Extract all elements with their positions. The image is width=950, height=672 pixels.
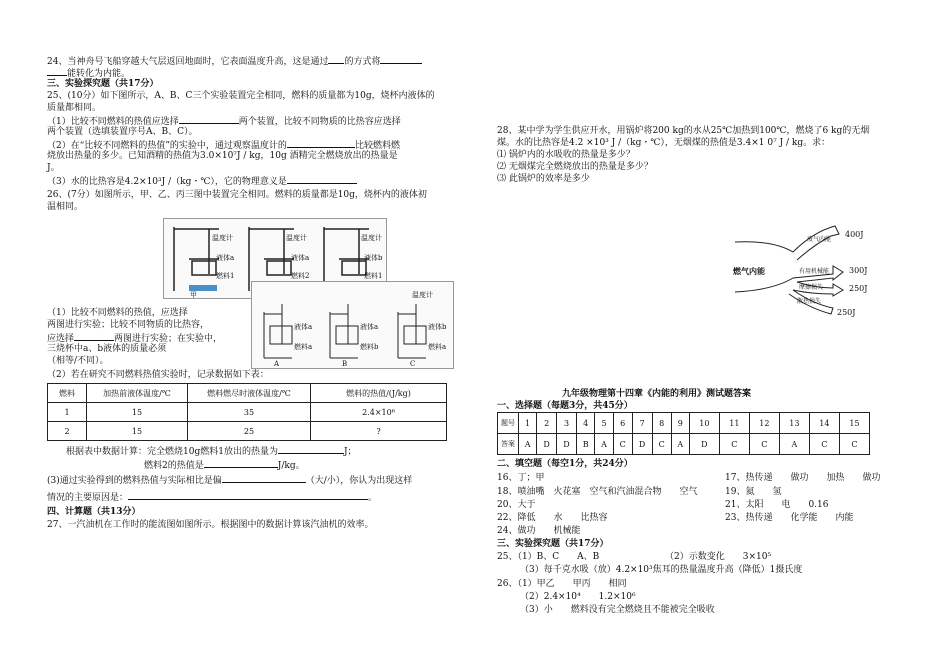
fig2-label: 温度计 bbox=[412, 291, 433, 299]
section3-heading: 三、实验探究题（共17分） bbox=[47, 79, 159, 89]
fig1-label: 燃料1 bbox=[216, 272, 235, 280]
answer-letter: A bbox=[671, 434, 689, 455]
q26-line9: (3)通过实验得到的燃料热值与实际相比是偏 （大/小），你认为出现这样 bbox=[47, 473, 412, 487]
answer-section1: 一、选择题（每题3分，共45分） bbox=[497, 401, 633, 411]
fig2-label: 燃料b bbox=[360, 343, 379, 351]
q26-calc-line1: 根据表中数据计算：完全燃烧10g燃料1放出的热量为 J； bbox=[66, 444, 357, 458]
answer-number: 12 bbox=[749, 413, 779, 434]
answer-number: 7 bbox=[632, 413, 652, 434]
exp-answer: （2）2.4×10⁴ 1.2×10⁶ bbox=[520, 592, 636, 602]
q26-line7: （相等/不同）。 bbox=[47, 356, 109, 366]
table-cell: 15 bbox=[87, 403, 188, 422]
answer-letter: D bbox=[632, 434, 652, 455]
q25-line2: 质量都相同。 bbox=[47, 103, 102, 113]
q28-line5: ⑶ 此锅炉的效率是多少 bbox=[497, 174, 590, 184]
q26-calc-line2: 燃料2的热值是 J/kg。 bbox=[144, 458, 305, 472]
q25-line7: J。 bbox=[47, 163, 60, 173]
answer-letter: C bbox=[719, 434, 749, 455]
fig2-caption: C bbox=[410, 360, 416, 368]
energy-value: 300J bbox=[849, 266, 868, 275]
fig2-label: 液体a bbox=[294, 323, 313, 331]
q26-line3: （1）比较不同燃料的热值，应选择 bbox=[47, 308, 188, 318]
q26-line6: 三烧杯中a、b液体的质量必须 bbox=[47, 344, 167, 354]
energy-source-label: 燃气内能 bbox=[733, 266, 765, 276]
fill-answer: 23、热传递 化学能 内能 bbox=[725, 513, 854, 523]
fill-answer: 24、做功 机械能 bbox=[497, 526, 581, 536]
q28-line2: 煤。水的比热容是4.2 ×10³ J /（kg・℃），无烟煤的热值是3.4×1 0⁷ J / kg。求： bbox=[497, 138, 831, 148]
answer-section2: 二、填空题（每空1分，共24分） bbox=[497, 459, 633, 469]
energy-arrow-label: 散热损失 bbox=[797, 298, 822, 305]
answer-letter: C bbox=[652, 434, 671, 455]
answer-number: 10 bbox=[689, 413, 719, 434]
table-cell: 35 bbox=[188, 403, 311, 422]
fill-answer: 20、大于 bbox=[497, 500, 536, 510]
q25-line4: 两个装置（选填装置序号A、B、C）。 bbox=[47, 127, 198, 137]
energy-value: 250J bbox=[849, 284, 868, 293]
fuel-data-table bbox=[47, 383, 447, 441]
table-cell: 2 bbox=[48, 422, 87, 441]
energy-arrow-label: 有用机械能 bbox=[799, 268, 830, 275]
exp-answer: （2）示数变化 3×10⁵ bbox=[665, 552, 772, 562]
q26-line2: 温相同。 bbox=[47, 202, 84, 212]
fig2-label: 液体a bbox=[360, 323, 379, 331]
fill-answer: 22、降低 水 比热容 bbox=[497, 513, 608, 523]
table-cell: ? bbox=[311, 422, 447, 441]
fill-answer: 21、太阳 电 0.16 bbox=[725, 500, 829, 510]
q28-line4: ⑵ 无烟煤完全燃烧放出的热量是多少？ bbox=[497, 162, 653, 172]
table-cell: 2.4×10⁶ bbox=[311, 403, 447, 422]
q25-line8: （3）水的比热容是4.2×10³J /（kg・℃），它的物理意义是 bbox=[47, 174, 357, 188]
exp-answer: （3）小 燃料没有完全燃烧且不能被完全吸收 bbox=[520, 605, 715, 615]
table-header: 燃料燃尽时液体温度/℃ bbox=[188, 384, 311, 403]
q28-line3: ⑴ 锅炉内的水吸收的热量是多少？ bbox=[497, 150, 635, 160]
answer-number: 11 bbox=[719, 413, 749, 434]
answer-letter: B bbox=[576, 434, 594, 455]
table-cell: 25 bbox=[188, 422, 311, 441]
answer-letter: D bbox=[557, 434, 577, 455]
answer-number: 3 bbox=[557, 413, 577, 434]
fill-answer: 16、丁；甲 bbox=[497, 473, 545, 483]
answer-letter: A bbox=[519, 434, 537, 455]
table-cell: 1 bbox=[48, 403, 87, 422]
fig1-label: 燃料2 bbox=[291, 272, 310, 280]
energy-flow-diagram bbox=[733, 222, 883, 322]
fig2-label: 燃料a bbox=[294, 343, 313, 351]
q25-line1: 25、(10分）如下图所示，A、B、C三个实验装置完全相同，燃料的质量都为10g，烧杯内液体的 bbox=[47, 91, 435, 101]
fig2-label: 燃料a bbox=[428, 343, 447, 351]
table-cell: 15 bbox=[87, 422, 188, 441]
table-row bbox=[48, 403, 447, 422]
fill-answer: 17、热传递 做功 加热 做功 bbox=[725, 473, 881, 483]
q28-line1: 28、某中学为学生供应开水，用锅炉将200 kg的水从25℃加热到100℃，燃烧了6 kg的无烟 bbox=[497, 126, 870, 136]
apparatus-figure-2 bbox=[251, 281, 454, 369]
answer-row-head: 题号 bbox=[498, 413, 519, 434]
energy-value: 400J bbox=[845, 230, 864, 239]
fig1-label: 液体b bbox=[364, 254, 383, 262]
table-row bbox=[48, 422, 447, 441]
answer-number: 8 bbox=[652, 413, 671, 434]
answer-table bbox=[497, 412, 870, 455]
answer-row-head: 答案 bbox=[498, 434, 519, 455]
answer-letter: C bbox=[749, 434, 779, 455]
exp-answer: （3）每千克水吸（放）4.2×10³焦耳的热量温度升高（降低）1摄氏度 bbox=[520, 565, 803, 575]
fig1-label: 液体a bbox=[216, 254, 235, 262]
section4-heading: 四、计算题（共13分） bbox=[47, 507, 141, 517]
answer-letter: A bbox=[595, 434, 613, 455]
exp-answer: 26、（1）甲乙 甲丙 相同 bbox=[497, 579, 627, 589]
q27-text: 27、一汽油机在工作时的能流图如图所示。根据图中的数据计算该汽油机的效率。 bbox=[47, 520, 374, 530]
q24-line2: 能转化为内能。 bbox=[47, 66, 130, 80]
energy-arrow-label: 废气内能 bbox=[807, 236, 832, 243]
table-header: 燃料 bbox=[48, 384, 87, 403]
answer-number: 14 bbox=[809, 413, 839, 434]
fig2-caption: A bbox=[274, 360, 280, 368]
q25-line3: （1）比较不同燃料的热值应选择 两个装置，比较不同物质的比热容应选择 bbox=[47, 114, 401, 128]
q25-line5: （2）在“比较不同燃料的热值”的实验中，通过观察温度计的 比较燃料燃 bbox=[47, 138, 400, 152]
answer-number: 15 bbox=[839, 413, 869, 434]
answer-number: 5 bbox=[595, 413, 613, 434]
fig1-label: 温度计 bbox=[286, 234, 307, 242]
answer-letter: A bbox=[779, 434, 809, 455]
fig1-caption: 甲 bbox=[190, 291, 197, 299]
table-header: 加热前液体温度/℃ bbox=[87, 384, 188, 403]
answer-letter: D bbox=[689, 434, 719, 455]
answer-section3: 三、实验探究题（共17分） bbox=[497, 539, 609, 549]
q25-line6: 烧放出热量的多少。已知酒精的热值为3.0×10⁷J / kg，10g 酒精完全燃烧放出的热量是 bbox=[47, 151, 398, 161]
answer-number: 13 bbox=[779, 413, 809, 434]
answer-letter: C bbox=[839, 434, 869, 455]
answer-number: 6 bbox=[613, 413, 632, 434]
q24-line1: 24、当神舟号飞船穿越大气层返回地面时，它表面温度升高，这是通过 的方式将 bbox=[47, 54, 422, 68]
exp-answer: 25、（1）B、C A、B bbox=[497, 552, 600, 562]
q26-line5: 应选择 两图进行实验；在实验中， bbox=[47, 331, 222, 345]
fig1-label: 温度计 bbox=[212, 234, 233, 242]
answer-number: 2 bbox=[537, 413, 557, 434]
q26-line4: 两图进行实验；比较不同物质的比热容， bbox=[47, 320, 210, 330]
answer-title: 九年级物理第十四章《内能的利用》测试题答案 bbox=[562, 389, 752, 399]
answer-letter: C bbox=[809, 434, 839, 455]
answer-number: 4 bbox=[576, 413, 594, 434]
fig1-label: 液体a bbox=[291, 254, 310, 262]
fig1-label: 温度计 bbox=[361, 234, 382, 242]
fig1-label: 燃料1 bbox=[364, 272, 383, 280]
answer-number: 1 bbox=[519, 413, 537, 434]
q26-line8: （2）若在研究不同燃料热值实验时，记录数据如下表： bbox=[47, 370, 269, 380]
q26-line10: 情况的主要原因是： 。 bbox=[47, 490, 377, 504]
fig2-caption: B bbox=[342, 360, 348, 368]
energy-value: 250J bbox=[837, 308, 856, 317]
answer-letter: D bbox=[537, 434, 557, 455]
fill-answer: 18、喷油嘴 火花塞 空气和汽油混合物 空气 bbox=[497, 487, 698, 497]
answer-number: 9 bbox=[671, 413, 689, 434]
table-header: 燃料的热值/(J/kg) bbox=[311, 384, 447, 403]
energy-arrow-label: 摩擦损失 bbox=[799, 284, 824, 291]
q26-line1: 26、(7分）如图所示，甲、乙、丙三图中装置完全相同。燃料的质量都是10g，烧杯内的液体初 bbox=[47, 190, 427, 200]
fill-answer: 19、氦 氢 bbox=[725, 487, 782, 497]
fig2-label: 液体b bbox=[428, 323, 447, 331]
answer-letter: C bbox=[613, 434, 632, 455]
